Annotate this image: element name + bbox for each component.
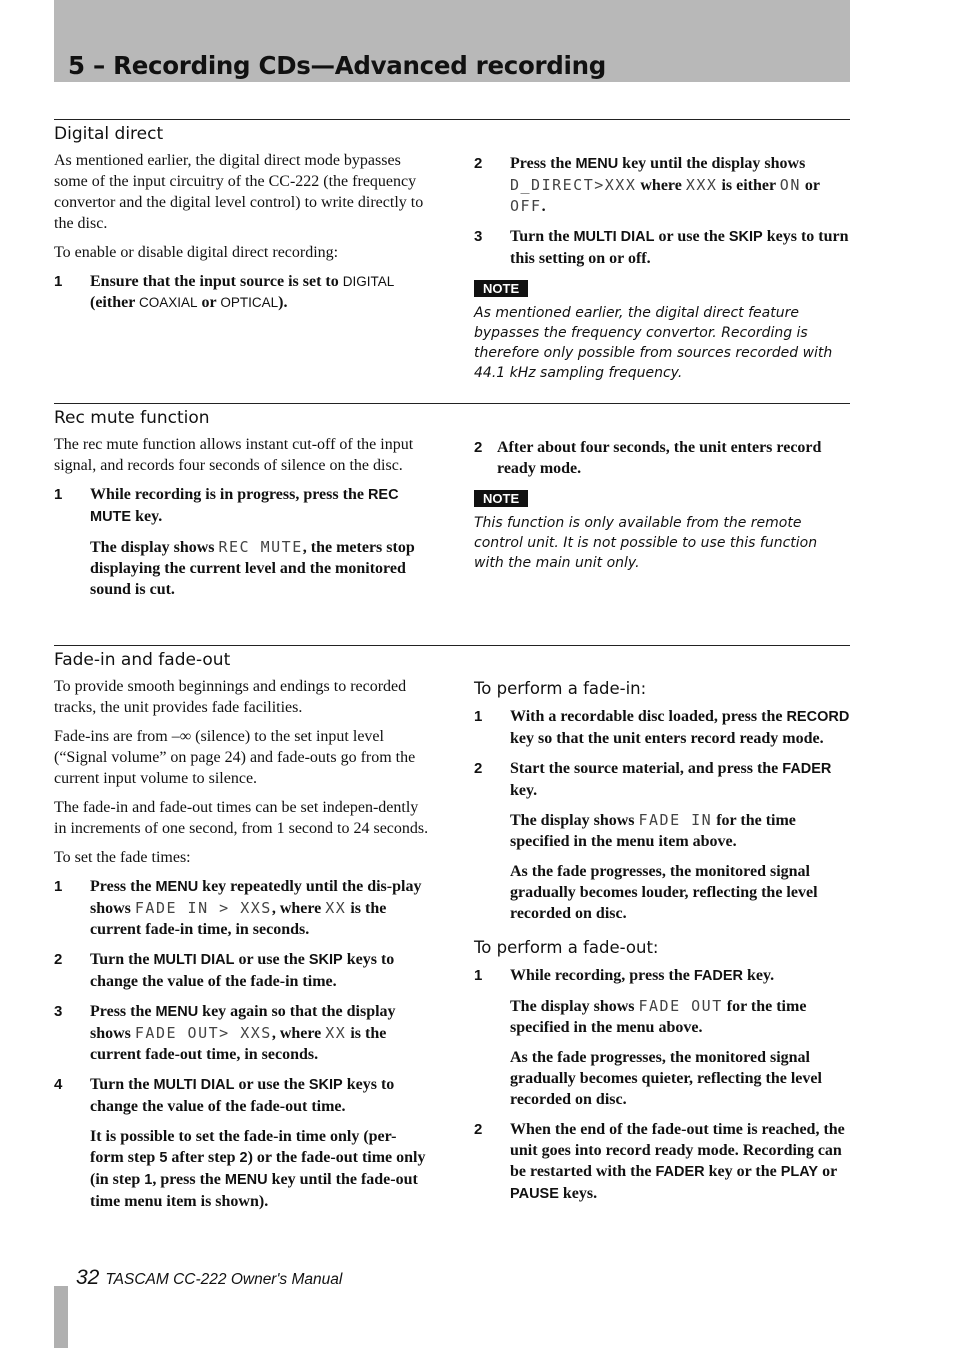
section-heading: Fade-in and fade-out (54, 650, 231, 670)
step: 1 Ensure that the input source is set to DIGITAL (either COAXIAL or OPTICAL). (54, 273, 395, 311)
subsection-heading: To perform a fade-out: (474, 938, 659, 957)
section-divider (54, 119, 850, 120)
section-divider (54, 645, 850, 646)
paragraph: To set the fade times: (54, 849, 191, 866)
page-footer (76, 1266, 342, 1290)
chapter-title: 5 – Recording CDs—Advanced recording (68, 51, 607, 80)
page-number: 32 (76, 1266, 100, 1289)
fade-right (474, 679, 850, 1214)
note-text: As mentioned earlier, the digital direct feature bypasses the frequency convertor. Recording is therefore only possible from sources recorded with 44.1 kHz sampling frequency. (474, 305, 833, 381)
step: 1 While recording, press the FADER key. (474, 967, 775, 984)
chapter-header (54, 0, 850, 82)
section-heading: Digital direct (54, 124, 164, 144)
paragraph: As mentioned earlier, the digital direct mode bypasses some of the input circuitry of the CC-222 (the frequency convertor and the digital level control) to write directly to the disc. (54, 152, 424, 232)
note-badge: NOTE (474, 280, 528, 297)
rec-mute-right (474, 437, 850, 573)
digital-direct-left (54, 124, 430, 322)
paragraph: To provide smooth beginnings and endings to recorded tracks, the unit provides fade facilities. (54, 678, 407, 716)
fade-left (54, 650, 430, 1221)
paragraph: Fade-ins are from –∞ (silence) to the set input level (“Signal volume” on page 24) and fade-outs go from the current input volume to silence. (54, 728, 416, 787)
step-detail: The display shows REC MUTE, the meters stop displaying the current level and the monitored sound is cut. (90, 538, 415, 598)
page-edge-bar (54, 1286, 68, 1348)
step: 2 Turn the MULTI DIAL or use the SKIP keys to change the value of the fade-in time. (54, 951, 395, 990)
paragraph: The rec mute function allows instant cut-off of the input signal, and records four seconds of silence on the disc. (54, 436, 414, 474)
paragraph: To enable or disable digital direct recording: (54, 244, 339, 261)
step: 1 Press the MENU key repeatedly until the dis-play shows FADE IN > XXS, where XX is the current fade-in time, in seconds. (54, 878, 422, 938)
step: 2 When the end of the fade-out time is reached, the unit goes into record ready mode. Recording can be restarted with the FADER key or the PLAY or PAUSE keys. (474, 1121, 845, 1202)
paragraph: The fade-in and fade-out times can be set indepen-dently in increments of one second, from 1 second to 24 seconds. (54, 799, 429, 837)
subsection-heading: To perform a fade-in: (474, 679, 647, 698)
step: 1 With a recordable disc loaded, press the RECORD key so that the unit enters record ready mode. (474, 708, 850, 747)
step-detail: The display shows FADE OUT for the time specified in the menu above. (510, 997, 807, 1036)
step-detail: The display shows FADE IN for the time specified in the menu item above. (510, 811, 796, 850)
section-divider (54, 403, 850, 404)
note-badge: NOTE (474, 490, 528, 507)
section-heading: Rec mute function (54, 408, 210, 428)
step: 2 After about four seconds, the unit enters record ready mode. (474, 439, 822, 477)
step: 4 Turn the MULTI DIAL or use the SKIP keys to change the value of the fade-out time. (54, 1076, 395, 1115)
footer-text: TASCAM CC-222 Owner's Manual (105, 1271, 343, 1288)
step-detail: As the fade progresses, the monitored signal gradually becomes louder, reflecting the level recorded on disc. (510, 863, 818, 922)
step-detail: As the fade progresses, the monitored signal gradually becomes quieter, reflecting the level recorded on disc. (510, 1049, 822, 1108)
step: 2 Start the source material, and press the FADER key. (474, 760, 832, 799)
step: 1 While recording is in progress, press the REC MUTE key. (54, 486, 399, 525)
step: 2 Press the MENU key until the display shows D_DIRECT>XXX where XXX is either ON or OFF. (474, 155, 820, 215)
step: 3 Press the MENU key again so that the display shows FADE OUT> XXS, where XX is the current fade-out time, in seconds. (54, 1003, 396, 1063)
step-detail: It is possible to set the fade-in time only (per-form step 5 after step 2) or the fade-out time only (in step 1, press the MENU key until the fade-out time menu item is shown). (90, 1128, 426, 1210)
rec-mute-left (54, 408, 430, 609)
digital-direct-right (474, 153, 850, 383)
note-text: This function is only available from the remote control unit. It is not possible to use this function with the main unit only. (474, 515, 818, 571)
step: 3 Turn the MULTI DIAL or use the SKIP keys to turn this setting on or off. (474, 228, 849, 267)
